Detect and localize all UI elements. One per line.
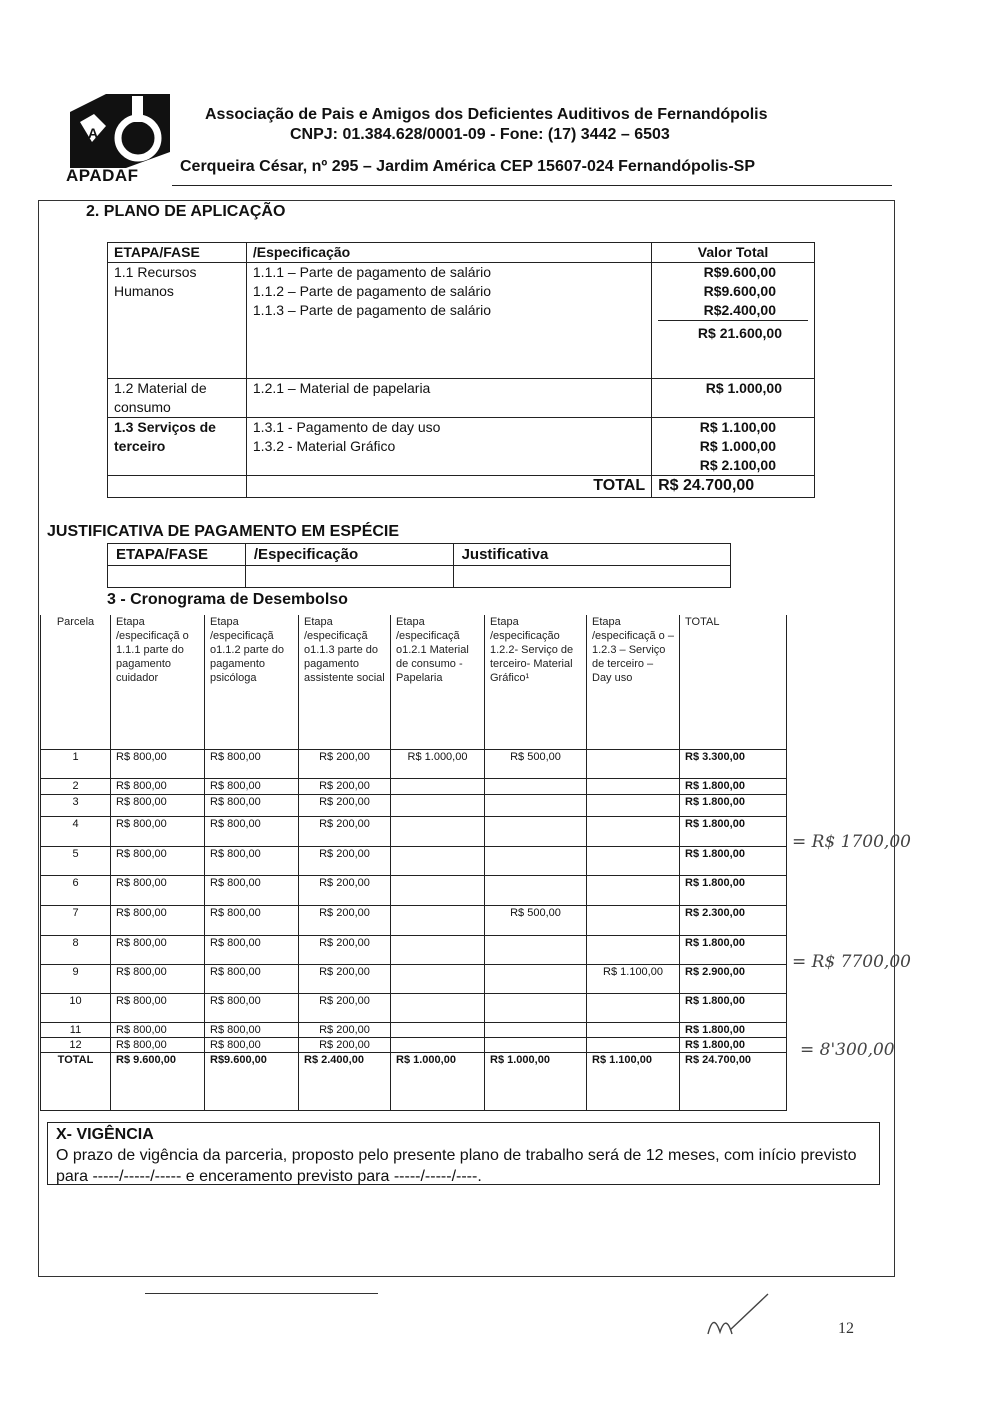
total-value: R$ 24.700,00 xyxy=(652,476,815,498)
value-cell: R$ 1.000,00 xyxy=(652,379,815,418)
table-cell: R$ 2.400,00 xyxy=(299,1052,391,1110)
table-cell: R$ 800,00 xyxy=(205,993,299,1022)
value-line: R$2.400,00 xyxy=(658,301,808,321)
table-cell xyxy=(485,875,587,905)
table-cell: R$ 800,00 xyxy=(111,794,205,816)
table-cell: R$ 200,00 xyxy=(299,816,391,846)
cronograma-table xyxy=(40,615,787,1111)
value-line: R$ 1.100,00 xyxy=(699,419,776,435)
table-cell: R$ 1.000,00 xyxy=(391,749,485,778)
table-cell: R$ 3.300,00 xyxy=(680,749,787,778)
table-row xyxy=(41,875,787,905)
table-cell: R$ 800,00 xyxy=(205,875,299,905)
table-row xyxy=(41,794,787,816)
etapa-label: 1.3 Serviços de xyxy=(114,419,216,435)
vigencia-box xyxy=(47,1122,880,1185)
value-line: R$ 2.100,00 xyxy=(699,457,776,473)
table-row xyxy=(41,905,787,935)
table-row xyxy=(108,566,731,588)
table-cell: 2 xyxy=(41,778,111,794)
table-cell: R$ 800,00 xyxy=(111,1037,205,1052)
total-label: TOTAL xyxy=(246,476,651,498)
table-cell: 4 xyxy=(41,816,111,846)
handwritten-note: = 8'300,00 xyxy=(800,1040,895,1060)
table-cell xyxy=(391,905,485,935)
spec-cell xyxy=(246,263,651,379)
table-cell xyxy=(587,816,680,846)
table-row xyxy=(41,1037,787,1052)
table-header-row xyxy=(108,544,731,566)
table-row xyxy=(41,749,787,778)
table-cell: R$ 1.800,00 xyxy=(680,1037,787,1052)
table-row xyxy=(108,418,815,476)
table-cell xyxy=(391,935,485,964)
header-cell: Parcela xyxy=(41,615,111,749)
header-cell: Justificativa xyxy=(453,544,730,566)
header-cell: ETAPA/FASE xyxy=(108,544,246,566)
value-line: R$9.600,00 xyxy=(703,264,776,280)
table-row xyxy=(108,263,815,379)
apadaf-logo xyxy=(66,92,172,170)
table-cell xyxy=(391,846,485,875)
spec-cell xyxy=(246,418,651,476)
table-cell: R$ 800,00 xyxy=(205,749,299,778)
justificativa-title: JUSTIFICATIVA DE PAGAMENTO EM ESPÉCIE xyxy=(47,523,400,540)
value-line: R$9.600,00 xyxy=(703,283,776,299)
table-cell: R$ 1.100,00 xyxy=(587,964,680,993)
table-cell: R$ 200,00 xyxy=(299,1022,391,1037)
table-cell xyxy=(485,816,587,846)
handwritten-note: = R$ 7700,00 xyxy=(792,952,911,972)
spec-cell: 1.2.1 – Material de papelaria xyxy=(246,379,651,418)
table-cell: R$ 800,00 xyxy=(111,1022,205,1037)
table-cell: R$ 800,00 xyxy=(205,794,299,816)
table-cell: R$ 800,00 xyxy=(111,935,205,964)
table-cell: R$ 800,00 xyxy=(205,1037,299,1052)
subtotal-value: R$ 21.600,00 xyxy=(697,325,782,341)
header-cell: Etapa /especificaçã o 1.1.1 parte do pagamento cuidador xyxy=(111,615,205,749)
table-row xyxy=(41,964,787,993)
table-header-row xyxy=(108,243,815,263)
etapa-cell xyxy=(108,418,247,476)
table-cell: 10 xyxy=(41,993,111,1022)
svg-text:A: A xyxy=(88,125,99,141)
logo-wordmark: APADAF xyxy=(66,166,139,185)
initials-signature xyxy=(700,1290,780,1340)
table-cell xyxy=(485,935,587,964)
header-cell: Etapa /especificação 1.2.2- Serviço de terceiro- Material Gráfico¹ xyxy=(485,615,587,749)
table-row xyxy=(108,379,815,418)
etapa-cell xyxy=(108,263,247,379)
table-cell xyxy=(587,846,680,875)
etapa-label: 1.1 Recursos xyxy=(114,264,197,280)
table-cell: R$ 1.800,00 xyxy=(680,846,787,875)
plano-title: 2. PLANO DE APLICAÇÃO xyxy=(86,203,286,220)
table-cell xyxy=(485,1037,587,1052)
etapa-label: terceiro xyxy=(114,438,166,454)
header-cell: Etapa /especificaçã o1.1.2 parte do pagamento psicóloga xyxy=(205,615,299,749)
table-cell xyxy=(391,816,485,846)
table-cell: R$ 1.800,00 xyxy=(680,993,787,1022)
table-cell xyxy=(587,794,680,816)
header-divider xyxy=(172,185,892,186)
table-cell: R$ 1.000,00 xyxy=(391,1052,485,1110)
table-cell xyxy=(485,993,587,1022)
value-cell xyxy=(652,418,815,476)
table-cell: R$ 1.800,00 xyxy=(680,875,787,905)
table-cell: R$ 800,00 xyxy=(111,875,205,905)
empty-cell xyxy=(245,566,453,588)
table-cell: R$ 500,00 xyxy=(485,905,587,935)
table-cell xyxy=(391,794,485,816)
vigencia-text: O prazo de vigência da parceria, proposto pelo presente plano de trabalho será de 12 meses, com início previsto para -----/-----/----- e enceramento previsto para -----/-----/----. xyxy=(56,1147,857,1185)
table-row xyxy=(41,778,787,794)
table-cell: R$ 800,00 xyxy=(205,816,299,846)
table-cell xyxy=(391,778,485,794)
table-cell: R$ 200,00 xyxy=(299,875,391,905)
table-cell xyxy=(391,875,485,905)
total-row xyxy=(41,1052,787,1110)
table-cell: R$ 800,00 xyxy=(205,905,299,935)
table-cell xyxy=(485,1022,587,1037)
table-cell: R$ 800,00 xyxy=(205,1022,299,1037)
table-cell: 1 xyxy=(41,749,111,778)
header-cell: Etapa /especificaçã o1.1.3 parte do pagamento assistente social xyxy=(299,615,391,749)
table-cell xyxy=(587,993,680,1022)
table-cell: R$ 800,00 xyxy=(111,749,205,778)
table-cell: R$ 800,00 xyxy=(205,964,299,993)
cronograma-title: 3 - Cronograma de Desembolso xyxy=(107,591,348,608)
table-cell: 5 xyxy=(41,846,111,875)
table-cell: 7 xyxy=(41,905,111,935)
spec-line: 1.3.1 - Pagamento de day uso xyxy=(252,419,441,435)
table-cell: R$9.600,00 xyxy=(205,1052,299,1110)
table-cell: R$ 1.100,00 xyxy=(587,1052,680,1110)
justificativa-table xyxy=(107,543,731,588)
table-cell xyxy=(485,794,587,816)
empty-cell xyxy=(453,566,730,588)
table-row xyxy=(41,846,787,875)
signature-line xyxy=(145,1293,378,1294)
table-cell: R$ 9.600,00 xyxy=(111,1052,205,1110)
table-cell: R$ 800,00 xyxy=(111,778,205,794)
table-cell: R$ 1.800,00 xyxy=(680,794,787,816)
table-cell xyxy=(587,1022,680,1037)
table-cell xyxy=(587,1037,680,1052)
table-row xyxy=(41,935,787,964)
plano-table xyxy=(107,242,815,498)
table-cell: R$ 200,00 xyxy=(299,846,391,875)
value-cell xyxy=(652,263,815,379)
table-cell xyxy=(587,875,680,905)
table-cell xyxy=(391,993,485,1022)
table-cell: R$ 2.900,00 xyxy=(680,964,787,993)
table-row xyxy=(41,1022,787,1037)
table-cell: R$ 500,00 xyxy=(485,749,587,778)
table-cell: R$ 1.800,00 xyxy=(680,816,787,846)
header-cell: Valor Total xyxy=(652,243,815,263)
table-cell: 6 xyxy=(41,875,111,905)
table-cell: R$ 800,00 xyxy=(111,964,205,993)
table-cell: R$ 200,00 xyxy=(299,993,391,1022)
table-row xyxy=(41,993,787,1022)
table-cell: R$ 2.300,00 xyxy=(680,905,787,935)
table-cell: R$ 1.000,00 xyxy=(485,1052,587,1110)
spec-line: 1.3.2 - Material Gráfico xyxy=(252,438,396,454)
table-cell: R$ 800,00 xyxy=(111,993,205,1022)
table-cell xyxy=(587,778,680,794)
table-cell: R$ 800,00 xyxy=(111,816,205,846)
table-cell: R$ 800,00 xyxy=(111,846,205,875)
table-cell xyxy=(587,749,680,778)
table-header-row xyxy=(41,615,787,749)
table-cell xyxy=(485,964,587,993)
table-cell: R$ 1.800,00 xyxy=(680,935,787,964)
cnpj-line: CNPJ: 01.384.628/0001-09 - Fone: (17) 3442 – 6503 xyxy=(290,126,670,143)
total-row xyxy=(108,476,815,498)
table-cell: 3 xyxy=(41,794,111,816)
table-cell: R$ 800,00 xyxy=(205,846,299,875)
table-cell: R$ 200,00 xyxy=(299,1037,391,1052)
spec-line: 1.1.2 – Parte de pagamento de salário xyxy=(252,283,492,299)
table-cell: R$ 1.800,00 xyxy=(680,1022,787,1037)
table-cell: 11 xyxy=(41,1022,111,1037)
address-line: Cerqueira César, nº 295 – Jardim América CEP 15607-024 Fernandópolis-SP xyxy=(180,158,755,175)
handwritten-note: = R$ 1700,00 xyxy=(792,832,911,852)
vigencia-title: X- VIGÊNCIA xyxy=(56,1126,154,1143)
etapa-cell xyxy=(108,379,247,418)
header-cell: Etapa /especificaçã o – 1.2.3 – Serviço de terceiro – Day uso xyxy=(587,615,680,749)
table-cell xyxy=(391,1037,485,1052)
org-name: Associação de Pais e Amigos dos Deficientes Auditivos de Fernandópolis xyxy=(205,106,768,123)
table-cell: R$ 200,00 xyxy=(299,964,391,993)
header-cell: ETAPA/FASE xyxy=(108,243,247,263)
spec-line: 1.1.3 – Parte de pagamento de salário xyxy=(252,302,492,318)
table-cell: R$ 200,00 xyxy=(299,794,391,816)
page-number: 12 xyxy=(838,1320,854,1337)
header-cell: /Especificação xyxy=(246,243,651,263)
table-cell: R$ 1.800,00 xyxy=(680,778,787,794)
table-cell: 9 xyxy=(41,964,111,993)
table-cell: R$ 24.700,00 xyxy=(680,1052,787,1110)
table-cell: R$ 800,00 xyxy=(205,935,299,964)
table-cell: R$ 800,00 xyxy=(111,905,205,935)
header-cell: /Especificação xyxy=(245,544,453,566)
table-cell: R$ 200,00 xyxy=(299,935,391,964)
table-cell: TOTAL xyxy=(41,1052,111,1110)
empty-cell xyxy=(108,476,247,498)
table-cell: R$ 200,00 xyxy=(299,778,391,794)
table-row xyxy=(41,816,787,846)
header-cell: TOTAL xyxy=(680,615,787,749)
value-line: R$ 1.000,00 xyxy=(699,438,776,454)
table-cell xyxy=(391,1022,485,1037)
table-cell: 8 xyxy=(41,935,111,964)
header-cell: Etapa /especificaçã o1.2.1 Material de consumo - Papelaria xyxy=(391,615,485,749)
etapa-label: Humanos xyxy=(114,283,174,299)
spec-line: 1.1.1 – Parte de pagamento de salário xyxy=(252,264,492,280)
table-cell xyxy=(485,778,587,794)
etapa-label: 1.2 Material de xyxy=(114,380,207,396)
etapa-label: consumo xyxy=(114,399,171,415)
table-cell xyxy=(391,964,485,993)
table-cell xyxy=(587,905,680,935)
empty-cell xyxy=(108,566,246,588)
table-cell: R$ 200,00 xyxy=(299,905,391,935)
table-cell xyxy=(485,846,587,875)
table-cell xyxy=(587,935,680,964)
table-cell: 12 xyxy=(41,1037,111,1052)
table-cell: R$ 800,00 xyxy=(205,778,299,794)
table-cell: R$ 200,00 xyxy=(299,749,391,778)
